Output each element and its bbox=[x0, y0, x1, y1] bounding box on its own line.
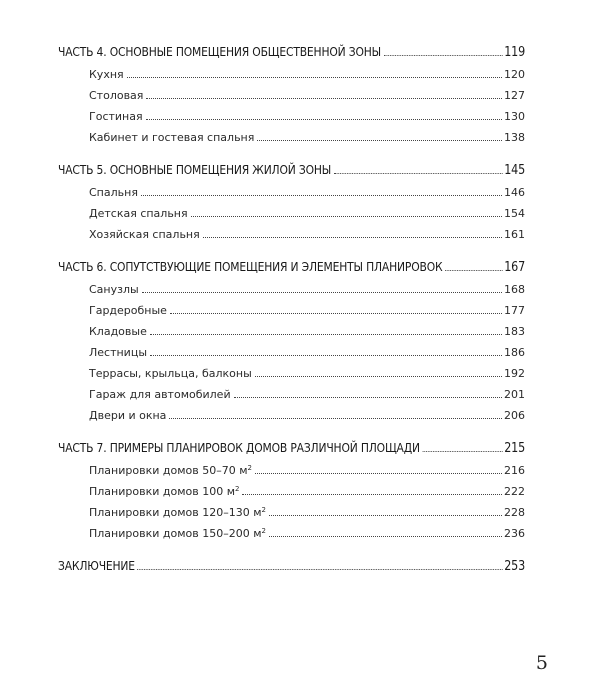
dot-leader bbox=[169, 418, 502, 419]
toc-item[interactable] bbox=[58, 506, 525, 527]
dot-leader bbox=[150, 334, 502, 335]
toc-page-number: 222 bbox=[504, 485, 525, 498]
dot-leader bbox=[142, 292, 502, 293]
toc-item[interactable] bbox=[58, 131, 525, 152]
toc-page-number: 168 bbox=[504, 283, 525, 296]
toc-part-title: ЧАСТЬ 5. ОСНОВНЫЕ ПОМЕЩЕНИЯ ЖИЛОЙ ЗОНЫ bbox=[58, 162, 332, 177]
toc-page-number: 120 bbox=[504, 68, 525, 81]
toc-item-text: Планировки домов 100 м bbox=[89, 485, 236, 498]
toc-item[interactable] bbox=[58, 485, 525, 506]
toc-page-number: 206 bbox=[504, 409, 525, 422]
page-number: 5 bbox=[535, 652, 548, 674]
toc-item[interactable] bbox=[58, 186, 525, 207]
toc-item-title: Двери и окна bbox=[89, 409, 167, 422]
toc-item[interactable] bbox=[58, 68, 525, 89]
toc-item-title: Лестницы bbox=[89, 346, 148, 359]
toc-part-title: ЗАКЛЮЧЕНИЕ bbox=[58, 558, 135, 573]
dot-leader bbox=[255, 473, 502, 474]
dot-leader bbox=[269, 536, 502, 537]
toc-item-title bbox=[89, 506, 266, 519]
toc-item-text: Планировки домов 120–130 м bbox=[89, 506, 262, 519]
dot-leader bbox=[146, 119, 502, 120]
section-gap bbox=[58, 249, 525, 259]
section-gap bbox=[58, 548, 525, 558]
toc-part-6[interactable] bbox=[58, 259, 525, 283]
toc-item[interactable] bbox=[58, 527, 525, 548]
toc-item-title: Кухня bbox=[89, 68, 124, 81]
dot-leader bbox=[242, 494, 502, 495]
toc-page-number: 127 bbox=[504, 89, 525, 102]
toc-item-title: Столовая bbox=[89, 89, 144, 102]
toc-item-title bbox=[89, 464, 252, 477]
toc-page-number: 192 bbox=[504, 367, 525, 380]
toc-part-title: ЧАСТЬ 7. ПРИМЕРЫ ПЛАНИРОВОК ДОМОВ РАЗЛИЧНОЙ ПЛОЩАДИ bbox=[58, 440, 420, 455]
toc-page-number: 201 bbox=[504, 388, 525, 401]
toc-item-title: Детская спальня bbox=[89, 207, 188, 220]
toc-item-title: Гостиная bbox=[89, 110, 143, 123]
toc-item[interactable] bbox=[58, 346, 525, 367]
dot-leader bbox=[269, 515, 502, 516]
dot-leader bbox=[138, 569, 503, 570]
dot-leader bbox=[234, 397, 502, 398]
toc-item-title: Террасы, крыльца, балконы bbox=[89, 367, 252, 380]
toc-page-number: 119 bbox=[504, 45, 526, 60]
toc-part-5[interactable] bbox=[58, 162, 525, 186]
dot-leader bbox=[127, 77, 502, 78]
toc-item-title: Гараж для автомобилей bbox=[89, 388, 231, 401]
dot-leader bbox=[257, 140, 502, 141]
section-gap bbox=[58, 430, 525, 440]
dot-leader bbox=[146, 98, 502, 99]
toc-item-title: Гардеробные bbox=[89, 304, 167, 317]
toc-page-number: 154 bbox=[504, 207, 525, 220]
toc-part-4[interactable] bbox=[58, 44, 525, 68]
toc-conclusion[interactable] bbox=[58, 558, 525, 582]
section-gap bbox=[58, 152, 525, 162]
toc-item[interactable] bbox=[58, 388, 525, 409]
dot-leader bbox=[334, 173, 503, 174]
toc-page-number: 138 bbox=[504, 131, 525, 144]
toc-item[interactable] bbox=[58, 325, 525, 346]
superscript: 2 bbox=[235, 485, 240, 493]
toc-item-title: Хозяйская спальня bbox=[89, 228, 200, 241]
toc-page-number: 228 bbox=[504, 506, 525, 519]
superscript: 2 bbox=[261, 527, 266, 535]
toc-item-title: Кабинет и гостевая спальня bbox=[89, 131, 255, 144]
toc-part-7[interactable] bbox=[58, 440, 525, 464]
superscript: 2 bbox=[261, 506, 266, 514]
dot-leader bbox=[422, 451, 502, 452]
toc-item-text: Планировки домов 150–200 м bbox=[89, 527, 262, 540]
toc-part-title: ЧАСТЬ 4. ОСНОВНЫЕ ПОМЕЩЕНИЯ ОБЩЕСТВЕННОЙ ЗОНЫ bbox=[58, 44, 381, 59]
dot-leader bbox=[384, 55, 503, 56]
toc-page-number: 253 bbox=[504, 559, 526, 574]
dot-leader bbox=[191, 216, 502, 217]
toc-page-number: 167 bbox=[504, 260, 526, 275]
toc-page-number: 236 bbox=[504, 527, 525, 540]
dot-leader bbox=[445, 270, 502, 271]
toc-item-title: Спальня bbox=[89, 186, 138, 199]
dot-leader bbox=[203, 237, 502, 238]
toc-page-number: 146 bbox=[504, 186, 525, 199]
dot-leader bbox=[141, 195, 502, 196]
toc-page-number: 130 bbox=[504, 110, 525, 123]
dot-leader bbox=[170, 313, 502, 314]
toc-item-title bbox=[89, 485, 239, 498]
superscript: 2 bbox=[247, 464, 252, 472]
toc-item-text: Планировки домов 50–70 м bbox=[89, 464, 248, 477]
toc-item[interactable] bbox=[58, 89, 525, 110]
toc-item[interactable] bbox=[58, 304, 525, 325]
toc-page-number: 215 bbox=[504, 441, 526, 456]
toc-page-number: 145 bbox=[504, 163, 526, 178]
toc-item[interactable] bbox=[58, 207, 525, 228]
toc-page-number: 177 bbox=[504, 304, 525, 317]
toc-item[interactable] bbox=[58, 409, 525, 430]
toc-item[interactable] bbox=[58, 110, 525, 131]
toc-item-title bbox=[89, 527, 266, 540]
dot-leader bbox=[255, 376, 502, 377]
toc-page-number: 216 bbox=[504, 464, 525, 477]
toc-item[interactable] bbox=[58, 464, 525, 485]
toc-item-title: Кладовые bbox=[89, 325, 147, 338]
toc-page-number: 183 bbox=[504, 325, 525, 338]
toc-item[interactable] bbox=[58, 367, 525, 388]
toc-page-number: 161 bbox=[504, 228, 525, 241]
toc-part-title: ЧАСТЬ 6. СОПУТСТВУЮЩИЕ ПОМЕЩЕНИЯ И ЭЛЕМЕНТЫ ПЛАНИРОВОК bbox=[58, 259, 443, 274]
table-of-contents bbox=[58, 44, 525, 582]
toc-page-number: 186 bbox=[504, 346, 525, 359]
dot-leader bbox=[150, 355, 502, 356]
toc-item-title: Санузлы bbox=[89, 283, 139, 296]
toc-item[interactable] bbox=[58, 283, 525, 304]
toc-item[interactable] bbox=[58, 228, 525, 249]
